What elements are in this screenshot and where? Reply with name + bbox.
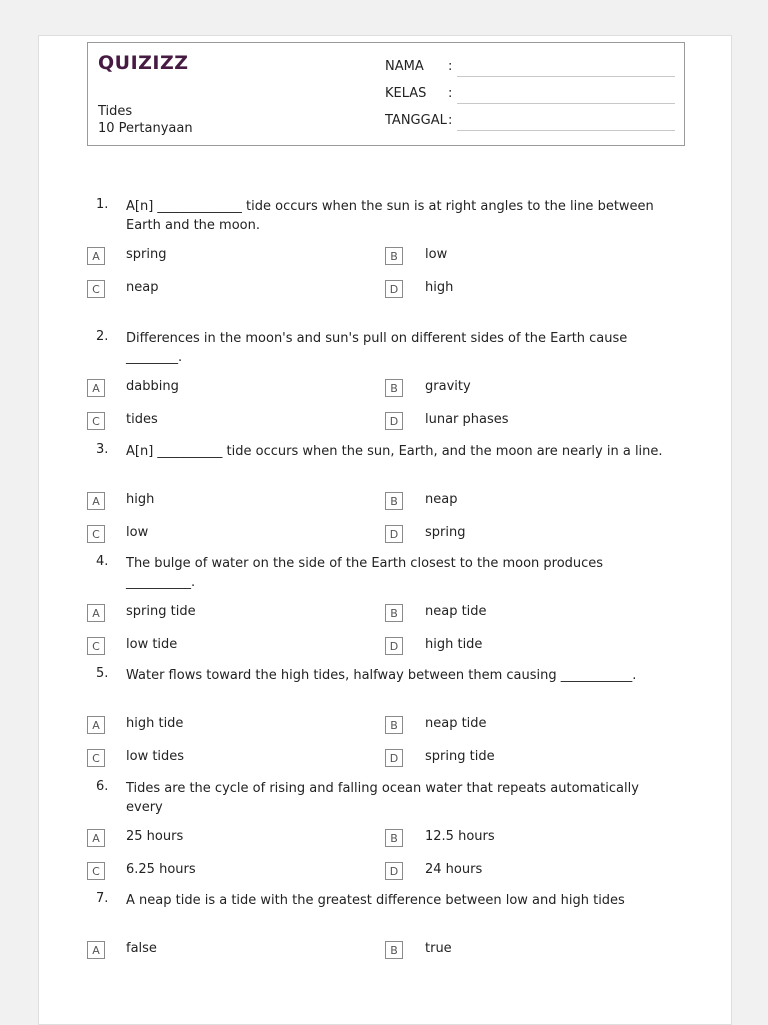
name-colon: : [448,59,453,74]
option-text: neap [425,492,458,507]
option-letter-box[interactable]: B [385,716,403,734]
option-letter-box[interactable]: C [87,280,105,298]
option-text: 6.25 hours [126,862,196,877]
worksheet-page [38,35,732,1025]
question-text: A[n] _____________ tide occurs when the sun is at right angles to the line between Earth and the moon. [126,199,654,233]
option-letter-box[interactable]: A [87,492,105,510]
option-text: 24 hours [425,862,483,877]
option-text: neap [126,280,159,295]
option-text: neap tide [425,716,487,731]
question-number: 6. [96,779,109,794]
worksheet-header [87,42,685,146]
option-text: gravity [425,379,471,394]
option-letter-box[interactable]: C [87,749,105,767]
option-text: spring tide [126,604,196,619]
option-letter-box[interactable]: A [87,941,105,959]
option-letter-box[interactable]: D [385,280,403,298]
option-text: neap tide [425,604,487,619]
question-text: A[n] __________ tide occurs when the sun, Earth, and the moon are nearly in a line. [126,444,663,459]
question-text: A neap tide is a tide with the greatest difference between low and high tides [126,893,625,908]
question-count: 10 Pertanyaan [98,121,193,136]
option-text: spring [126,247,167,262]
class-line[interactable] [457,103,675,104]
option-text: low tides [126,749,185,764]
quizizz-logo: QUIZIZZ [98,52,189,74]
option-text: low tide [126,637,178,652]
option-letter-box[interactable]: D [385,412,403,430]
option-letter-box[interactable]: B [385,604,403,622]
option-text: spring [425,525,466,540]
option-letter-box[interactable]: B [385,492,403,510]
date-label: TANGGAL [385,113,447,128]
name-label: NAMA [385,59,424,74]
class-label: KELAS [385,86,427,101]
option-text: high [126,492,155,507]
option-text: false [126,941,157,956]
option-text: lunar phases [425,412,509,427]
option-letter-box[interactable]: C [87,862,105,880]
option-letter-box[interactable]: D [385,749,403,767]
question-text: Water flows toward the high tides, halfway between them causing ___________. [126,668,637,683]
option-letter-box[interactable]: A [87,604,105,622]
question-number: 5. [96,666,109,681]
name-line[interactable] [457,76,675,77]
option-text: 25 hours [126,829,184,844]
option-letter-box[interactable]: B [385,247,403,265]
question-text: Differences in the moon's and sun's pull on different sides of the Earth cause ________. [126,331,628,365]
option-letter-box[interactable]: B [385,941,403,959]
option-text: 12.5 hours [425,829,495,844]
option-text: low [425,247,448,262]
option-text: true [425,941,452,956]
option-letter-box[interactable]: D [385,525,403,543]
option-letter-box[interactable]: C [87,412,105,430]
option-text: low [126,525,149,540]
option-letter-box[interactable]: B [385,379,403,397]
option-letter-box[interactable]: D [385,637,403,655]
class-colon: : [448,86,453,101]
option-text: dabbing [126,379,179,394]
option-letter-box[interactable]: A [87,379,105,397]
option-letter-box[interactable]: A [87,829,105,847]
option-letter-box[interactable]: B [385,829,403,847]
option-letter-box[interactable]: A [87,247,105,265]
question-number: 2. [96,329,109,344]
option-letter-box[interactable]: C [87,637,105,655]
quiz-title: Tides [98,104,133,119]
date-colon: : [448,113,453,128]
option-text: tides [126,412,158,427]
option-text: spring tide [425,749,495,764]
date-line[interactable] [457,130,675,131]
option-text: high tide [425,637,483,652]
question-number: 3. [96,442,109,457]
question-number: 7. [96,891,109,906]
option-letter-box[interactable]: C [87,525,105,543]
option-text: high tide [126,716,184,731]
question-text: Tides are the cycle of rising and falling ocean water that repeats automatically every [126,781,639,815]
option-letter-box[interactable]: A [87,716,105,734]
question-number: 1. [96,197,109,212]
option-text: high [425,280,454,295]
question-text: The bulge of water on the side of the Earth closest to the moon produces __________. [126,556,604,590]
option-letter-box[interactable]: D [385,862,403,880]
question-number: 4. [96,554,109,569]
